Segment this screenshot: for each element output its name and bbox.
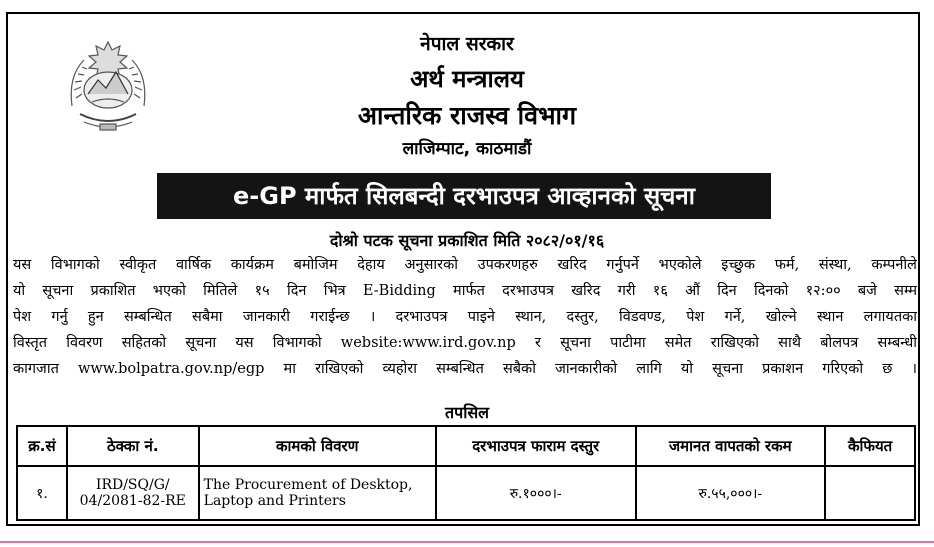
procurement-table	[16, 425, 916, 521]
description-line2: Laptop and Printers	[203, 493, 346, 509]
contract-no-line1: IRD/SQ/G/	[95, 477, 170, 493]
notice-body-line: पेश गर्नु हुन सम्बन्धित सबैमा जानकारी गराईन्छ । दरभाउपत्र पाइने स्थान, दस्तुर, विडवण्ड, पेश गर्ने, खोल्ने स्थान लगायतका	[13, 309, 917, 325]
notice-body-line: यो सूचना प्रकाशित भएको मितिले १५ दिन भित्र E-Bidding मार्फत दरभाउपत्र खरिद गरी १६ औं दिन दिनको १२:०० बजे सम्म	[13, 283, 917, 299]
notice-body-line: विस्तृत विवरण सहितको सूचना यस विभागको website:www.ird.gov.np र सूचना पाटीमा समेत राखिएको साथै बोलपत्र सम्बन्धी	[13, 335, 917, 351]
col-header-description: कामको विवरण	[199, 426, 436, 466]
table-row	[17, 466, 915, 520]
header-department: आन्तरिक राजस्व विभाग	[357, 101, 577, 130]
cell-remarks	[825, 466, 915, 520]
notice-banner-title: e-GP मार्फत सिलबन्दी दरभाउपत्र आव्हानको सूचना	[157, 173, 771, 219]
col-header-remarks: कैफियत	[825, 426, 915, 466]
notice-publish-date: दोश्रो पटक सूचना प्रकाशित मिति २०८२/०१/१६	[329, 231, 605, 250]
col-header-contract-no: ठेक्का नं.	[67, 426, 199, 466]
notice-body-line: कागजात www.bolpatra.gov.np/egp मा राखिएको व्यहोरा सम्बन्धित सबैको जानकारीको लागि यो सूचना प्रकाशन गरिएको छ ।	[13, 361, 917, 377]
col-header-sn: क्र.सं	[17, 426, 67, 466]
header-address: लाजिम्पाट, काठमाडौं	[402, 139, 532, 159]
cell-contract-no	[67, 466, 199, 520]
header-ministry: अर्थ मन्त्रालय	[410, 65, 524, 93]
cell-sn: १.	[17, 466, 67, 520]
table-title: तपसिल	[444, 403, 490, 422]
description-line1: The Procurement of Desktop,	[203, 477, 413, 493]
table-header-row	[17, 426, 915, 466]
col-header-security-amount: जमानत वापतको रकम	[636, 426, 826, 466]
header-government: नेपाल सरकार	[420, 33, 514, 55]
col-header-form-fee: दरभाउपत्र फाराम दस्तुर	[436, 426, 636, 466]
notice-body	[13, 252, 917, 382]
bottom-rule	[0, 541, 934, 543]
cell-description	[199, 466, 436, 520]
notice-body-line: यस विभागको स्वीकृत वार्षिक कार्यक्रम बमोजिम देहाय अनुसारको उपकरणहरु खरिद गर्नुपर्ने भएकोले इच्छुक फर्म, संस्था, कम्पनीले	[13, 257, 917, 273]
cell-security-amount: रु.५५,०००।-	[636, 466, 826, 520]
cell-form-fee: रु.१०००।-	[436, 466, 636, 520]
contract-no-line2: 04/2081-82-RE	[79, 493, 186, 509]
